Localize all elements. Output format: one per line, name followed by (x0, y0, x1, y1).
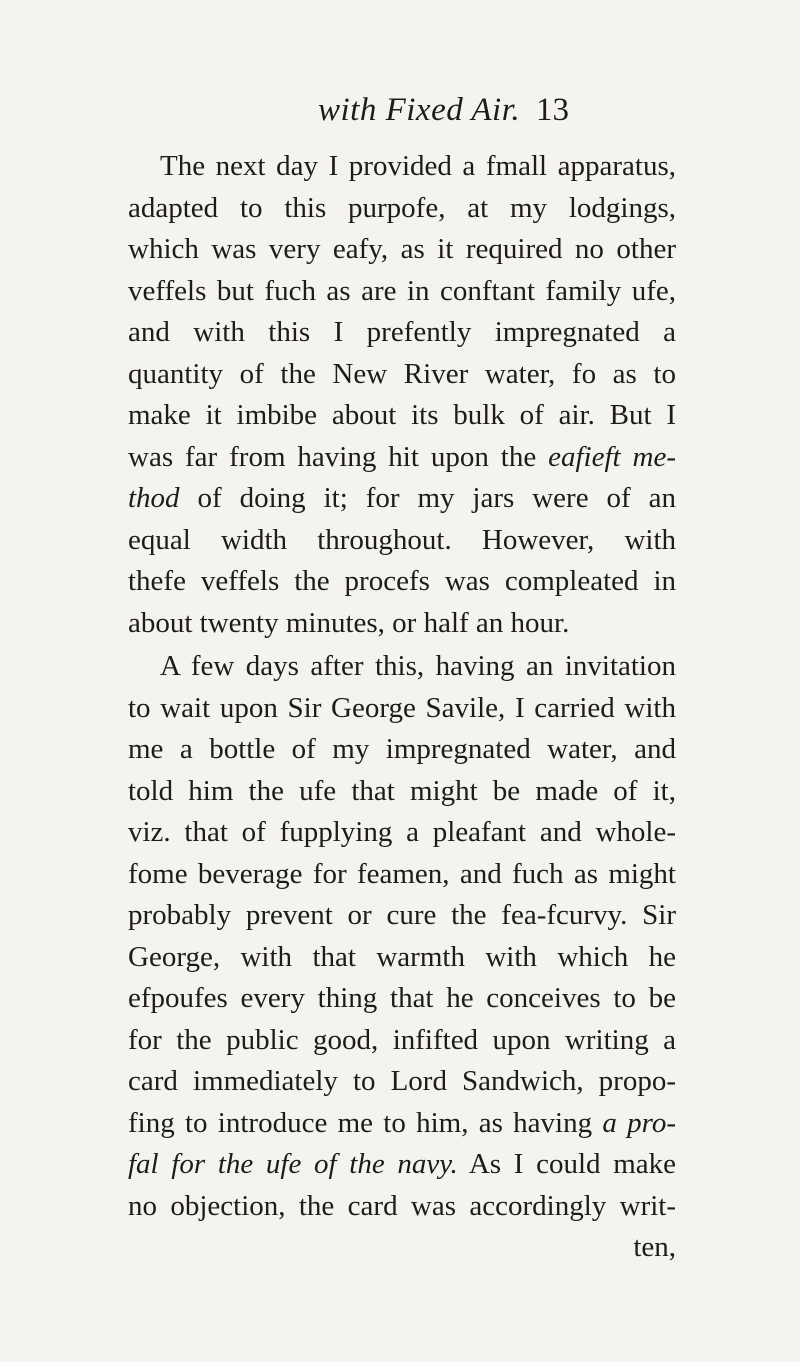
text-line: efpoufes every thing that he conceives to be (128, 982, 676, 1014)
page-number: 13 (536, 92, 569, 128)
italic-phrase: thod (128, 482, 180, 514)
text-line: George, with that warmth with which he (128, 940, 676, 973)
text-line: to wait upon Sir George Savile, I carried with (128, 691, 676, 724)
text-line: which was very eafy, as it required no other (128, 233, 676, 265)
text-line: probably prevent or cure the fea-fcurvy. Sir (128, 899, 676, 931)
text-line: make it imbibe about its bulk of air. But I (128, 399, 676, 431)
text-line (128, 1103, 676, 1145)
paragraph-1 (128, 146, 676, 644)
text-line: about twenty minutes, or half an hour. (128, 606, 570, 639)
text-line: thefe veffels the procefs was compleated in (128, 565, 676, 597)
text-line (128, 478, 676, 520)
text-line: card immediately to Lord Sandwich, propo- (128, 1065, 676, 1097)
text-segment: fing to introduce me to him, as having (128, 1106, 603, 1139)
text-line: viz. that of fupplying a pleafant and whole- (128, 816, 676, 848)
text-line: me a bottle of my impregnated water, and (128, 733, 676, 765)
text-line (128, 437, 676, 479)
text-line: no objection, the card was accordingly writ- (128, 1189, 676, 1222)
text-line: The next day I provided a fmall apparatus, (160, 150, 676, 182)
italic-phrase: fal for the ufe of the navy. (128, 1148, 458, 1180)
text-line: adapted to this purpofe, at my lodgings, (128, 191, 676, 224)
text-line: equal width throughout. However, with (128, 523, 676, 556)
paragraph-2 (128, 646, 676, 1269)
text-segment: As I could make (457, 1148, 676, 1180)
text-line: told him the ufe that might be made of it, (128, 774, 676, 807)
text-segment: was far from having hit upon the (128, 440, 549, 473)
text-line: for the public good, infifted upon writing a (128, 1023, 676, 1056)
text-line (128, 1144, 676, 1186)
text-line: fome beverage for feamen, and fuch as might (128, 857, 676, 890)
text-line: ten, (633, 1231, 676, 1263)
italic-phrase: eafieft me- (548, 440, 676, 473)
text-line: and with this I prefently impregnated a (128, 316, 676, 348)
italic-phrase: a pro- (602, 1106, 676, 1139)
text-line: quantity of the New River water, fo as to (128, 357, 676, 390)
text-segment: of doing it; for my jars were of an (179, 482, 676, 514)
text-line: A few days after this, having an invitation (160, 650, 676, 682)
text-line: veffels but fuch as are in conftant family ufe, (128, 274, 676, 307)
running-head: with Fixed Air. (318, 92, 521, 128)
